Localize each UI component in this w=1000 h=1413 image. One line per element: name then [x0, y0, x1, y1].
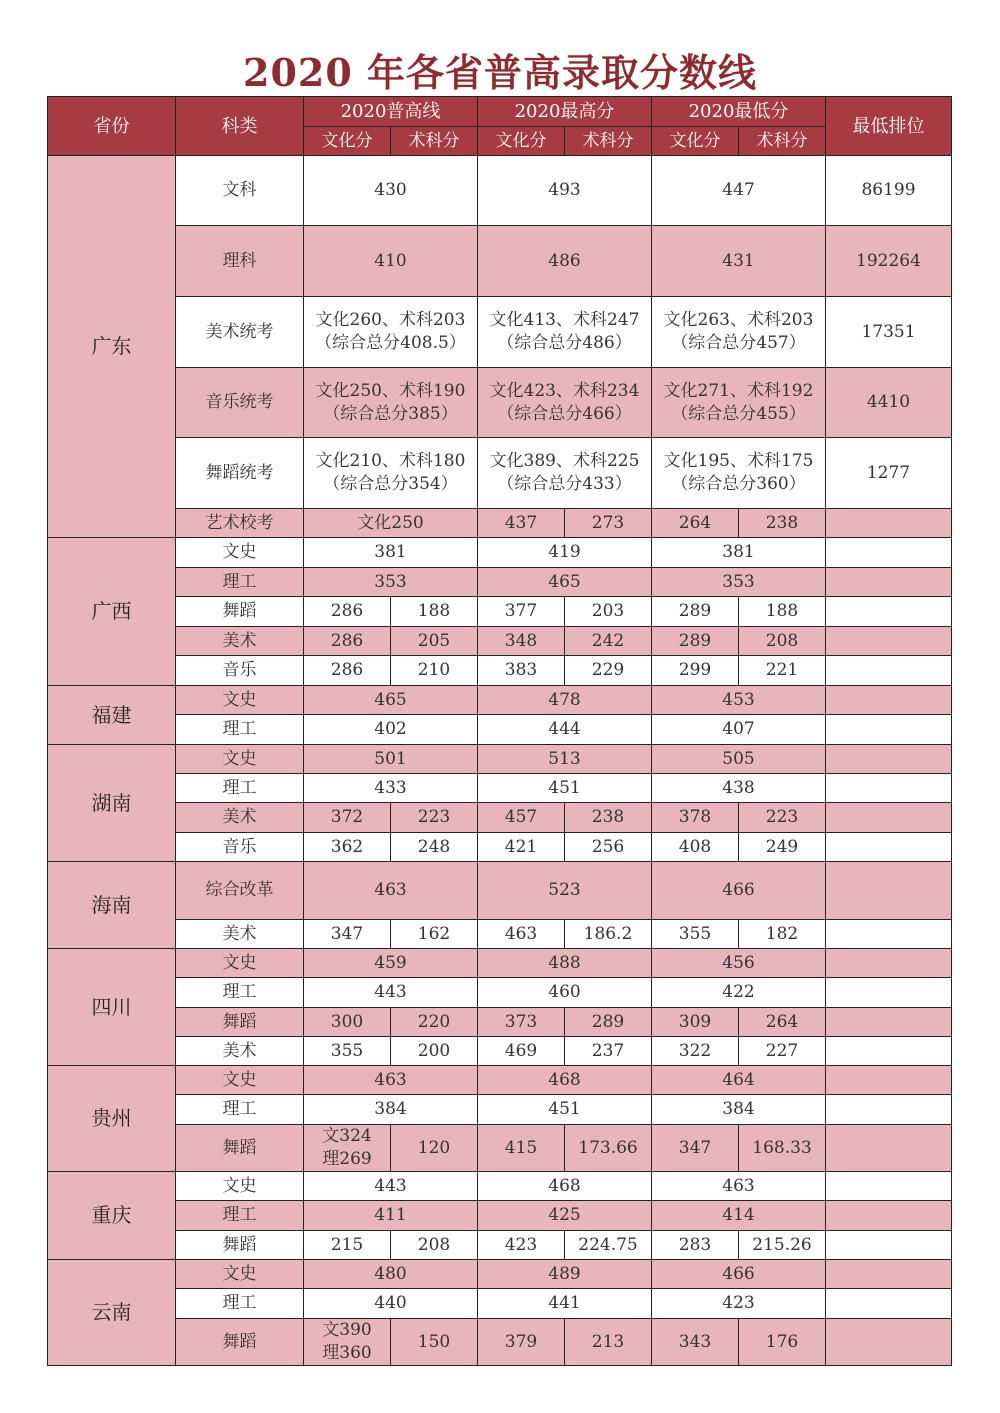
rank-cell: 1277: [826, 438, 952, 509]
cell-line: 文390: [322, 1320, 372, 1340]
table-row: [48, 297, 952, 368]
rank-cell: [826, 1260, 952, 1289]
culture-score-cell: 415: [478, 1125, 565, 1172]
rank-cell: [826, 949, 952, 978]
rank-cell: [826, 686, 952, 715]
category-cell: 美术: [176, 920, 304, 949]
category-cell: 美术: [176, 803, 304, 833]
score-cell: 501: [304, 745, 478, 774]
category-cell: 文史: [176, 1260, 304, 1289]
score-cell: 480: [304, 1260, 478, 1289]
score-cell: 466: [652, 862, 826, 920]
category-cell: 理工: [176, 1095, 304, 1125]
header-group-min: 2020最低分: [652, 97, 826, 127]
culture-score-cell: 377: [478, 597, 565, 627]
art-score-cell: 223: [391, 803, 478, 833]
table-row: [48, 1319, 952, 1366]
score-cell: 381: [304, 538, 478, 568]
score-cell: 414: [652, 1201, 826, 1231]
table-row: [48, 568, 952, 597]
culture-score-cell: 300: [304, 1008, 391, 1037]
rank-cell: [826, 1201, 952, 1231]
score-cell: 423: [652, 1289, 826, 1319]
art-score-cell: 221: [739, 656, 826, 686]
culture-score-cell: 372: [304, 803, 391, 833]
cell-line: 文化263、术科203: [663, 310, 814, 330]
score-cell: 523: [478, 862, 652, 920]
art-score-cell: 208: [739, 627, 826, 656]
cell-line: （综合总分354）: [323, 474, 458, 494]
score-cell: [652, 438, 826, 509]
header-art: 术科分: [391, 127, 478, 156]
score-cell: 433: [304, 774, 478, 803]
score-cell: 465: [304, 686, 478, 715]
culture-score-cell: 373: [478, 1008, 565, 1037]
culture-score-cell: 463: [478, 920, 565, 949]
category-cell: 理工: [176, 568, 304, 597]
score-cell: 464: [652, 1066, 826, 1095]
category-cell: 艺术校考: [176, 509, 304, 538]
rank-cell: 4410: [826, 368, 952, 438]
table-row: [48, 509, 952, 538]
score-cell: 456: [652, 949, 826, 978]
art-score-cell: 273: [565, 509, 652, 538]
score-cell: 353: [652, 568, 826, 597]
table-header: [48, 97, 952, 156]
score-cell: 505: [652, 745, 826, 774]
cell-line: 文324: [322, 1126, 372, 1146]
art-score-cell: 248: [391, 833, 478, 862]
culture-score-cell: 347: [304, 920, 391, 949]
table-row: [48, 156, 952, 226]
score-cell: 453: [652, 686, 826, 715]
culture-score-cell: 283: [652, 1231, 739, 1260]
province-cell: 四川: [48, 949, 176, 1066]
art-score-cell: 227: [739, 1037, 826, 1066]
art-score-cell: 220: [391, 1008, 478, 1037]
category-cell: 文史: [176, 949, 304, 978]
province-cell: 广东: [48, 156, 176, 538]
score-cell: 463: [304, 862, 478, 920]
table-body: [48, 156, 952, 1366]
table-row: [48, 438, 952, 509]
rank-cell: [826, 1231, 952, 1260]
cell-line: （综合总分486）: [497, 333, 632, 353]
table-row: [48, 1008, 952, 1037]
rank-cell: [826, 1319, 952, 1366]
score-cell: 384: [652, 1095, 826, 1125]
score-cell: 465: [478, 568, 652, 597]
rank-cell: [826, 978, 952, 1008]
page-title: 2020 年各省普高录取分数线: [243, 50, 757, 95]
table-row: [48, 1231, 952, 1260]
header-art: 术科分: [739, 127, 826, 156]
score-cell: 411: [304, 1201, 478, 1231]
category-cell: 舞蹈: [176, 1319, 304, 1366]
rank-cell: [826, 1066, 952, 1095]
score-cell: 443: [304, 1172, 478, 1201]
header-category: 科类: [176, 97, 304, 156]
table-row: [48, 627, 952, 656]
score-cell: 489: [478, 1260, 652, 1289]
cell-line: （综合总分457）: [671, 333, 806, 353]
culture-score-cell: 408: [652, 833, 739, 862]
province-cell: 重庆: [48, 1172, 176, 1260]
table-row: [48, 597, 952, 627]
rank-cell: [826, 627, 952, 656]
score-cell: 459: [304, 949, 478, 978]
table-row: [48, 538, 952, 568]
cell-line: （综合总分408.5）: [315, 333, 466, 353]
art-score-cell: 203: [565, 597, 652, 627]
table-row: [48, 368, 952, 438]
category-cell: 理工: [176, 1201, 304, 1231]
rank-cell: [826, 774, 952, 803]
header-culture: 文化分: [478, 127, 565, 156]
rank-cell: 192264: [826, 226, 952, 297]
province-cell: 贵州: [48, 1066, 176, 1172]
culture-score-cell: 286: [304, 597, 391, 627]
art-score-cell: 173.66: [565, 1125, 652, 1172]
cell-line: （综合总分360）: [671, 474, 806, 494]
score-cell: 407: [652, 715, 826, 745]
score-cell: 422: [652, 978, 826, 1008]
culture-score-cell: 383: [478, 656, 565, 686]
score-cell: 451: [478, 774, 652, 803]
score-cell: 402: [304, 715, 478, 745]
header-group-pugao: 2020普高线: [304, 97, 478, 127]
cell-line: 文化250、术科190: [315, 380, 466, 401]
score-cell: [304, 438, 478, 509]
score-cell: 443: [304, 978, 478, 1008]
category-cell: 文史: [176, 1066, 304, 1095]
culture-score-cell: [304, 1125, 391, 1172]
score-cell: 447: [652, 156, 826, 226]
culture-score-cell: 362: [304, 833, 391, 862]
score-cell: 425: [478, 1201, 652, 1231]
score-cell: [652, 297, 826, 368]
art-score-cell: 238: [739, 509, 826, 538]
table-row: [48, 920, 952, 949]
cell-line: （综合总分455）: [671, 403, 806, 424]
art-score-cell: 264: [739, 1008, 826, 1037]
score-cell: 460: [478, 978, 652, 1008]
score-cell: 文化250: [304, 509, 478, 538]
rank-cell: [826, 745, 952, 774]
category-cell: 舞蹈: [176, 597, 304, 627]
category-cell: 舞蹈: [176, 1125, 304, 1172]
category-cell: 理工: [176, 715, 304, 745]
score-cell: [478, 438, 652, 509]
header-rank: 最低排位: [826, 97, 952, 156]
score-table: [47, 96, 952, 1366]
art-score-cell: 238: [565, 803, 652, 833]
score-cell: 468: [478, 1066, 652, 1095]
culture-score-cell: 437: [478, 509, 565, 538]
cell-line: （综合总分466）: [497, 403, 632, 424]
culture-score-cell: 299: [652, 656, 739, 686]
cell-line: 理269: [322, 1149, 372, 1169]
culture-score-cell: 423: [478, 1231, 565, 1260]
header-art: 术科分: [565, 127, 652, 156]
cell-line: （综合总分433）: [497, 474, 632, 494]
culture-score-cell: 286: [304, 656, 391, 686]
rank-cell: [826, 568, 952, 597]
category-cell: 舞蹈: [176, 1231, 304, 1260]
art-score-cell: 242: [565, 627, 652, 656]
art-score-cell: 176: [739, 1319, 826, 1366]
score-cell: [304, 368, 478, 438]
rank-cell: [826, 833, 952, 862]
art-score-cell: 150: [391, 1319, 478, 1366]
table-row: [48, 1289, 952, 1319]
cell-line: 文化210、术科180: [315, 451, 466, 471]
rank-cell: [826, 862, 952, 920]
category-cell: 理科: [176, 226, 304, 297]
cell-line: 文化423、术科234: [489, 380, 640, 401]
cell-line: 文化389、术科225: [489, 451, 640, 471]
score-cell: 431: [652, 226, 826, 297]
table-row: [48, 656, 952, 686]
score-cell: [652, 368, 826, 438]
rank-cell: [826, 1172, 952, 1201]
art-score-cell: 210: [391, 656, 478, 686]
art-score-cell: 168.33: [739, 1125, 826, 1172]
category-cell: 美术: [176, 627, 304, 656]
province-cell: 云南: [48, 1260, 176, 1366]
rank-cell: [826, 656, 952, 686]
score-cell: [478, 368, 652, 438]
rank-cell: [826, 1289, 952, 1319]
category-cell: 文科: [176, 156, 304, 226]
art-score-cell: 182: [739, 920, 826, 949]
province-cell: 湖南: [48, 745, 176, 862]
art-score-cell: 249: [739, 833, 826, 862]
score-cell: 486: [478, 226, 652, 297]
rank-cell: [826, 1125, 952, 1172]
score-cell: [304, 297, 478, 368]
art-score-cell: 215.26: [739, 1231, 826, 1260]
culture-score-cell: 348: [478, 627, 565, 656]
category-cell: 文史: [176, 538, 304, 568]
art-score-cell: 188: [391, 597, 478, 627]
cell-line: 文化195、术科175: [663, 451, 814, 471]
score-cell: 441: [478, 1289, 652, 1319]
culture-score-cell: 469: [478, 1037, 565, 1066]
table-row: [48, 978, 952, 1008]
art-score-cell: 200: [391, 1037, 478, 1066]
rank-cell: 86199: [826, 156, 952, 226]
culture-score-cell: 378: [652, 803, 739, 833]
culture-score-cell: 286: [304, 627, 391, 656]
table-row: [48, 745, 952, 774]
culture-score-cell: 347: [652, 1125, 739, 1172]
rank-cell: [826, 1008, 952, 1037]
art-score-cell: 213: [565, 1319, 652, 1366]
province-cell: 福建: [48, 686, 176, 745]
rank-cell: 17351: [826, 297, 952, 368]
score-cell: 410: [304, 226, 478, 297]
rank-cell: [826, 509, 952, 538]
rank-cell: [826, 1095, 952, 1125]
table-row: [48, 715, 952, 745]
culture-score-cell: 289: [652, 597, 739, 627]
table-row: [48, 686, 952, 715]
rank-cell: [826, 1037, 952, 1066]
category-cell: 美术统考: [176, 297, 304, 368]
score-cell: 444: [478, 715, 652, 745]
culture-score-cell: 264: [652, 509, 739, 538]
score-cell: 430: [304, 156, 478, 226]
rank-cell: [826, 597, 952, 627]
culture-score-cell: 355: [304, 1037, 391, 1066]
score-cell: 463: [304, 1066, 478, 1095]
header-culture: 文化分: [304, 127, 391, 156]
art-score-cell: 208: [391, 1231, 478, 1260]
category-cell: 文史: [176, 1172, 304, 1201]
art-score-cell: 205: [391, 627, 478, 656]
table-row: [48, 226, 952, 297]
table-row: [48, 833, 952, 862]
score-cell: 468: [478, 1172, 652, 1201]
art-score-cell: 120: [391, 1125, 478, 1172]
category-cell: 综合改革: [176, 862, 304, 920]
culture-score-cell: 355: [652, 920, 739, 949]
cell-line: 文化260、术科203: [315, 310, 466, 330]
header-province: 省份: [48, 97, 176, 156]
table-row: [48, 774, 952, 803]
cell-line: 理360: [322, 1343, 372, 1363]
rank-cell: [826, 803, 952, 833]
table-row: [48, 1037, 952, 1066]
table-row: [48, 803, 952, 833]
culture-score-cell: 322: [652, 1037, 739, 1066]
cell-line: 文化413、术科247: [489, 310, 640, 330]
culture-score-cell: [304, 1319, 391, 1366]
art-score-cell: 256: [565, 833, 652, 862]
score-cell: 384: [304, 1095, 478, 1125]
category-cell: 理工: [176, 1289, 304, 1319]
culture-score-cell: 309: [652, 1008, 739, 1037]
score-cell: 381: [652, 538, 826, 568]
art-score-cell: 224.75: [565, 1231, 652, 1260]
category-cell: 舞蹈: [176, 1008, 304, 1037]
header-group-max: 2020最高分: [478, 97, 652, 127]
table-row: [48, 949, 952, 978]
table-row: [48, 1125, 952, 1172]
province-cell: 海南: [48, 862, 176, 949]
art-score-cell: 223: [739, 803, 826, 833]
score-cell: 440: [304, 1289, 478, 1319]
header-culture: 文化分: [652, 127, 739, 156]
table-row: [48, 1172, 952, 1201]
score-cell: 419: [478, 538, 652, 568]
category-cell: 理工: [176, 978, 304, 1008]
table-row: [48, 1066, 952, 1095]
cell-line: 文化271、术科192: [663, 380, 814, 401]
art-score-cell: 162: [391, 920, 478, 949]
rank-cell: [826, 715, 952, 745]
art-score-cell: 237: [565, 1037, 652, 1066]
score-cell: 466: [652, 1260, 826, 1289]
art-score-cell: 188: [739, 597, 826, 627]
score-cell: 493: [478, 156, 652, 226]
province-cell: 广西: [48, 538, 176, 686]
category-cell: 音乐统考: [176, 368, 304, 438]
art-score-cell: 229: [565, 656, 652, 686]
culture-score-cell: 343: [652, 1319, 739, 1366]
score-cell: 353: [304, 568, 478, 597]
culture-score-cell: 215: [304, 1231, 391, 1260]
score-cell: [478, 297, 652, 368]
table-row: [48, 862, 952, 920]
score-cell: 488: [478, 949, 652, 978]
rank-cell: [826, 538, 952, 568]
rank-cell: [826, 920, 952, 949]
table-row: [48, 1201, 952, 1231]
category-cell: 音乐: [176, 833, 304, 862]
category-cell: 美术: [176, 1037, 304, 1066]
category-cell: 文史: [176, 745, 304, 774]
category-cell: 理工: [176, 774, 304, 803]
score-cell: 513: [478, 745, 652, 774]
category-cell: 音乐: [176, 656, 304, 686]
score-cell: 478: [478, 686, 652, 715]
culture-score-cell: 457: [478, 803, 565, 833]
art-score-cell: 186.2: [565, 920, 652, 949]
score-cell: 463: [652, 1172, 826, 1201]
score-cell: 451: [478, 1095, 652, 1125]
culture-score-cell: 379: [478, 1319, 565, 1366]
score-cell: 438: [652, 774, 826, 803]
table-row: [48, 1260, 952, 1289]
category-cell: 文史: [176, 686, 304, 715]
cell-line: （综合总分385）: [323, 403, 458, 424]
art-score-cell: 289: [565, 1008, 652, 1037]
category-cell: 舞蹈统考: [176, 438, 304, 509]
culture-score-cell: 289: [652, 627, 739, 656]
culture-score-cell: 421: [478, 833, 565, 862]
table-row: [48, 1095, 952, 1125]
